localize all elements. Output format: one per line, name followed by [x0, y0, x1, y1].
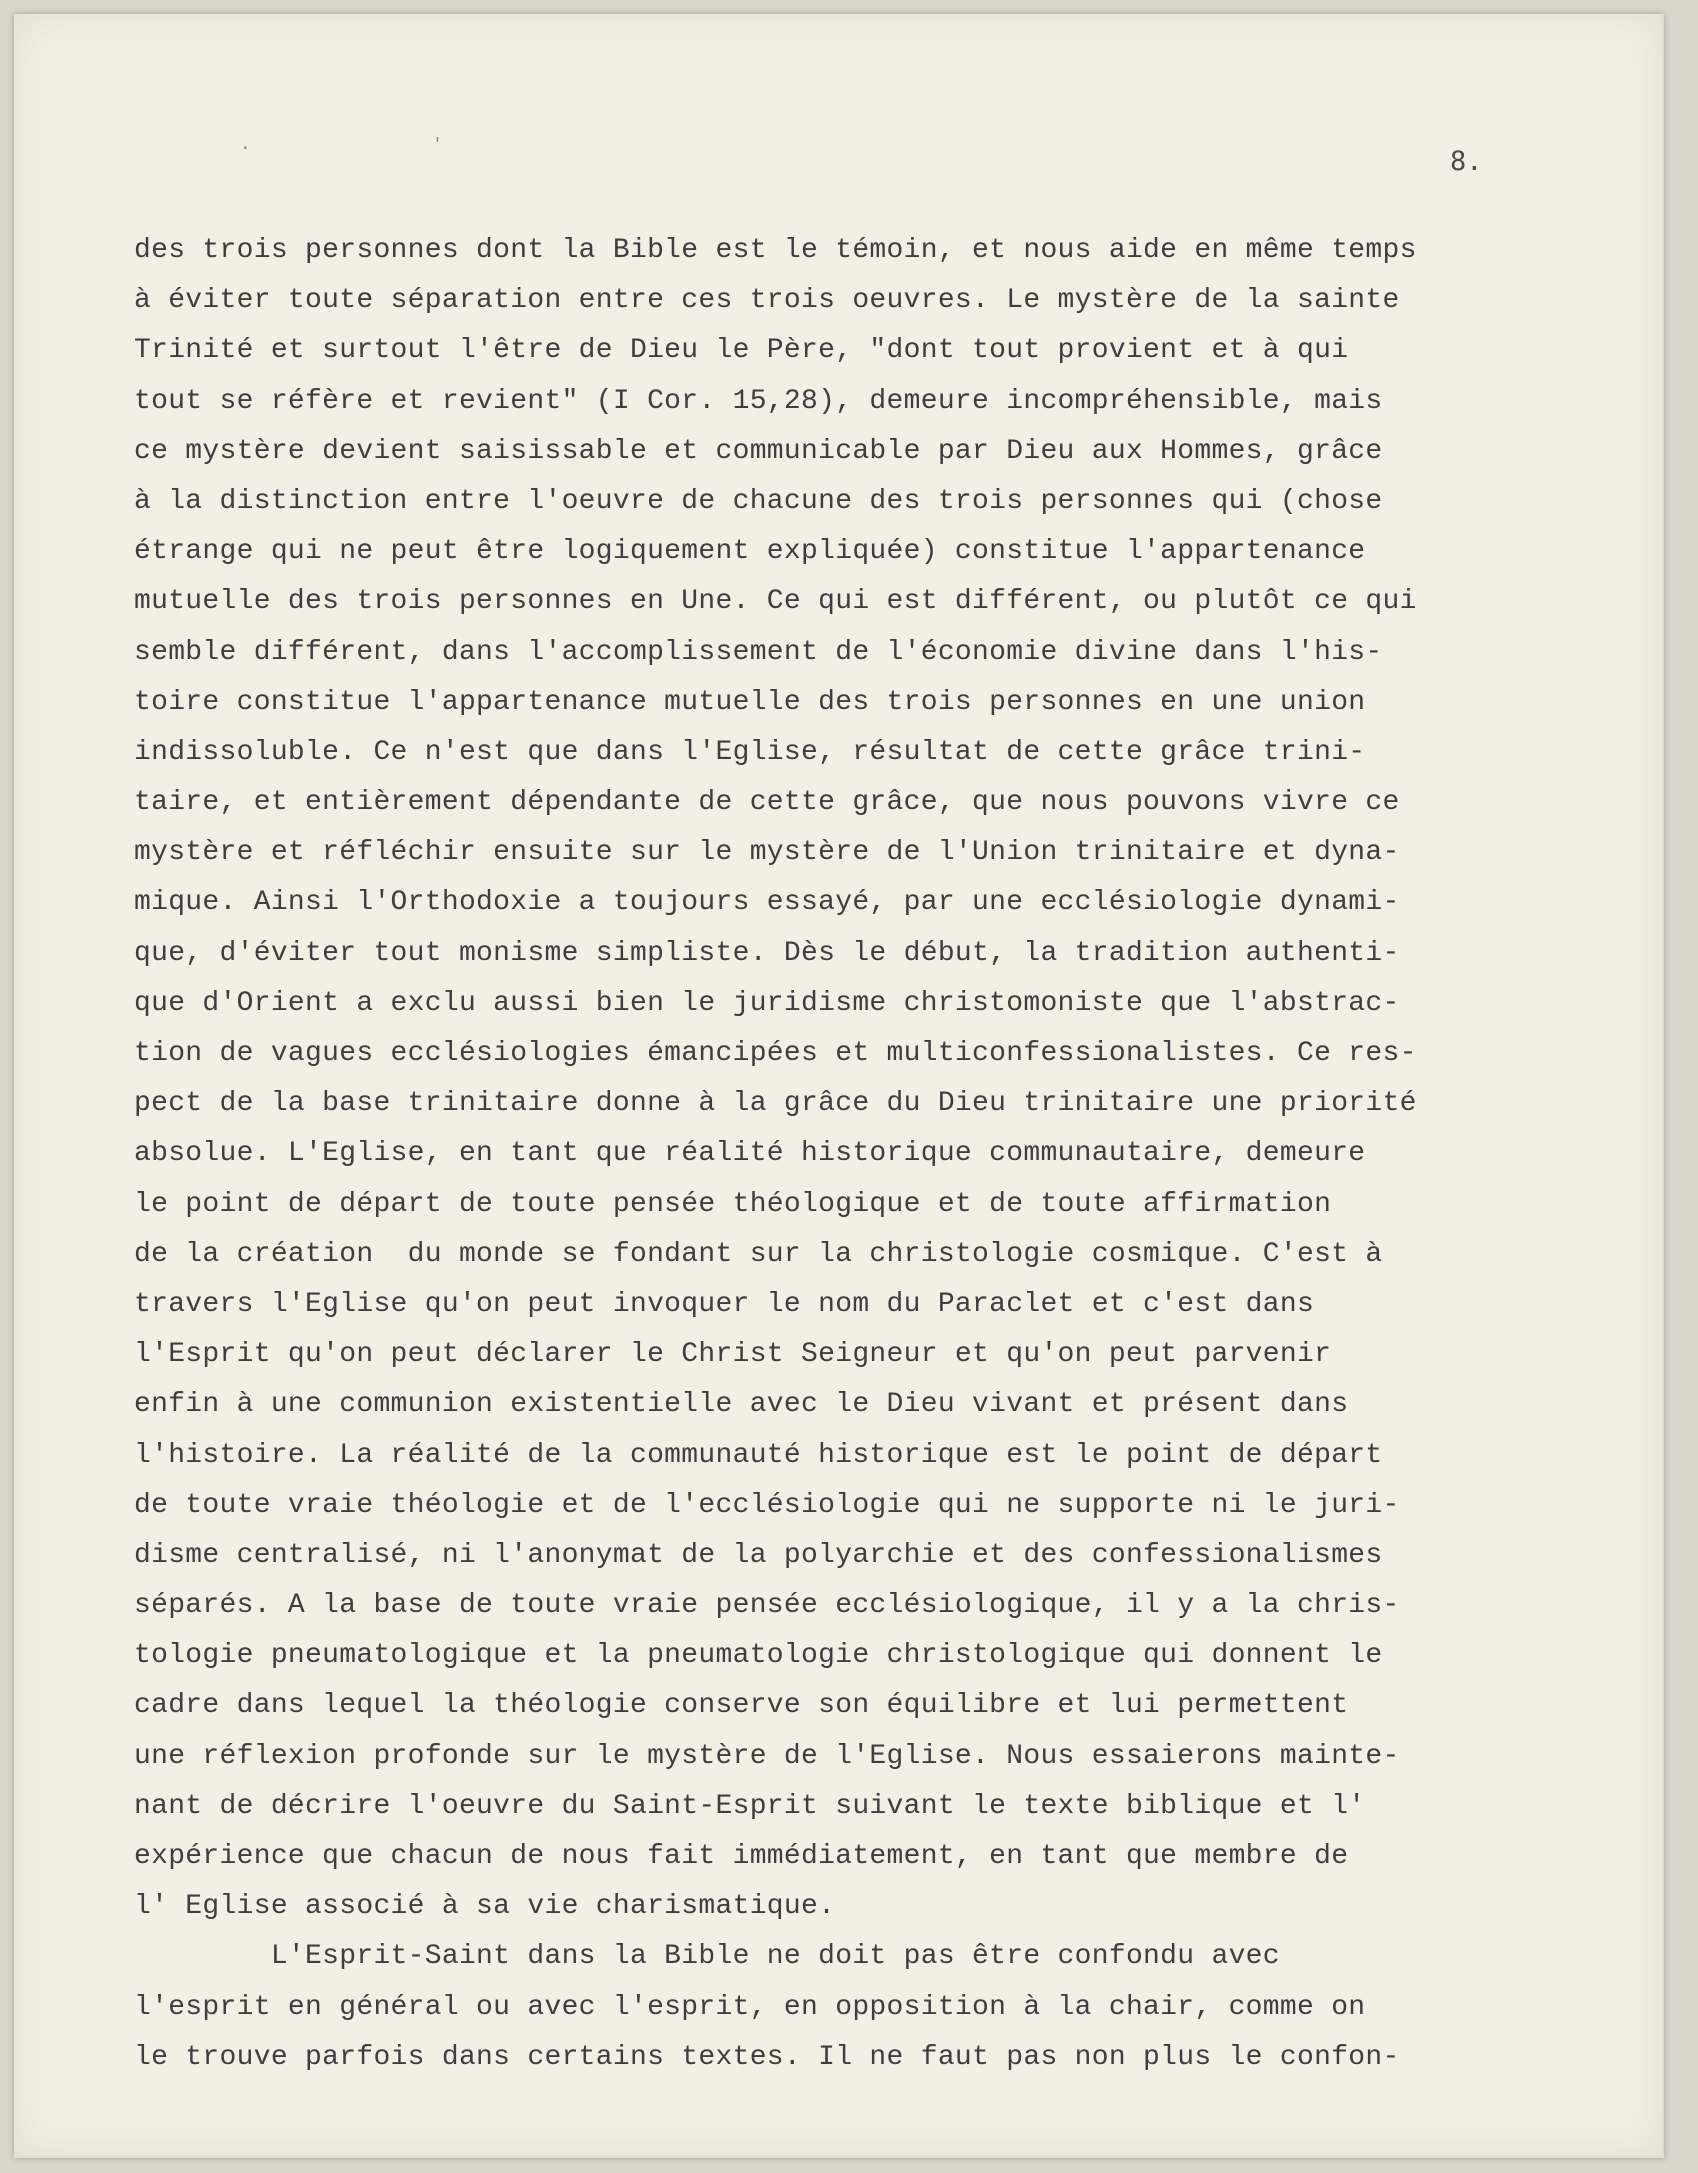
- text-line: Trinité et surtout l'être de Dieu le Père, "dont tout provient et à qui: [134, 335, 1349, 367]
- text-line: semble différent, dans l'accomplissement de l'économie divine dans l'his-: [134, 636, 1383, 668]
- typed-page: [14, 14, 1664, 2158]
- text-line: tologie pneumatologique et la pneumatologie christologique qui donnent le: [134, 1640, 1383, 1672]
- body-text: [134, 226, 1614, 2083]
- text-line: que, d'éviter tout monisme simpliste. Dès le début, la tradition authenti-: [134, 937, 1400, 969]
- text-line: toire constitue l'appartenance mutuelle des trois personnes en une union: [134, 686, 1366, 718]
- text-line: le trouve parfois dans certains textes. Il ne faut pas non plus le confon-: [134, 2041, 1400, 2073]
- paper-speck-mark: ·: [240, 138, 251, 159]
- text-line: expérience que chacun de nous fait immédiatement, en tant que membre de: [134, 1841, 1349, 1872]
- text-line: l'Esprit qu'on peut déclarer le Christ Seigneur et qu'on peut parvenir: [134, 1339, 1332, 1371]
- text-line: taire, et entièrement dépendante de cette grâce, que nous pouvons vivre ce: [134, 787, 1400, 819]
- text-line: indissoluble. Ce n'est que dans l'Eglise, résultat de cette grâce trini-: [134, 736, 1366, 768]
- text-line: disme centralisé, ni l'anonymat de la polyarchie et des confessionalismes: [134, 1539, 1383, 1571]
- text-line: séparés. A la base de toute vraie pensée ecclésiologique, il y a la chris-: [134, 1590, 1400, 1622]
- text-line: L'Esprit-Saint dans la Bible ne doit pas être confondu avec: [134, 1941, 1280, 1973]
- paper-speck-mark: ': [432, 134, 443, 155]
- text-line: tout se réfère et revient" (I Cor. 15,28), demeure incompréhensible, mais: [134, 385, 1383, 417]
- text-line: enfin à une communion existentielle avec le Dieu vivant et présent dans: [134, 1389, 1349, 1421]
- text-line: le point de départ de toute pensée théologique et de toute affirmation: [134, 1188, 1332, 1220]
- text-line: cadre dans lequel la théologie conserve son équilibre et lui permettent: [134, 1690, 1349, 1722]
- text-line: de la création du monde se fondant sur la christologie cosmique. C'est à: [134, 1238, 1383, 1270]
- text-line: absolue. L'Eglise, en tant que réalité historique communautaire, demeure: [134, 1138, 1366, 1170]
- text-line: l'histoire. La réalité de la communauté historique est le point de départ: [134, 1439, 1383, 1471]
- text-line: l'esprit en général ou avec l'esprit, en opposition à la chair, comme on: [134, 1991, 1366, 2023]
- text-line: l' Eglise associé à sa vie charismatique.: [134, 1891, 836, 1923]
- text-line: de toute vraie théologie et de l'ecclésiologie qui ne supporte ni le juri-: [134, 1489, 1400, 1521]
- text-line: étrange qui ne peut être logiquement expliquée) constitue l'appartenance: [134, 536, 1366, 568]
- text-line: mystère et réfléchir ensuite sur le mystère de l'Union trinitaire et dyna-: [134, 837, 1400, 869]
- text-line: que d'Orient a exclu aussi bien le juridisme christomoniste que l'abstrac-: [134, 987, 1400, 1019]
- text-line: tion de vagues ecclésiologies émancipées et multiconfessionalistes. Ce res-: [134, 1038, 1417, 1069]
- text-line: des trois personnes dont la Bible est le témoin, et nous aide en même temps: [134, 235, 1417, 266]
- text-line: une réflexion profonde sur le mystère de l'Eglise. Nous essaierons mainte-: [134, 1740, 1400, 1772]
- page-number: 8.: [1450, 146, 1483, 177]
- text-line: ce mystère devient saisissable et communicable par Dieu aux Hommes, grâce: [134, 435, 1383, 467]
- text-line: à éviter toute séparation entre ces trois oeuvres. Le mystère de la sainte: [134, 285, 1400, 317]
- text-line: mutuelle des trois personnes en Une. Ce qui est différent, ou plutôt ce qui: [134, 586, 1417, 618]
- text-line: nant de décrire l'oeuvre du Saint-Esprit suivant le texte biblique et l': [134, 1790, 1366, 1822]
- text-line: mique. Ainsi l'Orthodoxie a toujours essayé, par une ecclésiologie dynami-: [134, 887, 1400, 919]
- text-line: pect de la base trinitaire donne à la grâce du Dieu trinitaire une priorité: [134, 1088, 1417, 1120]
- text-line: travers l'Eglise qu'on peut invoquer le nom du Paraclet et c'est dans: [134, 1288, 1315, 1320]
- text-line: à la distinction entre l'oeuvre de chacune des trois personnes qui (chose: [134, 485, 1383, 517]
